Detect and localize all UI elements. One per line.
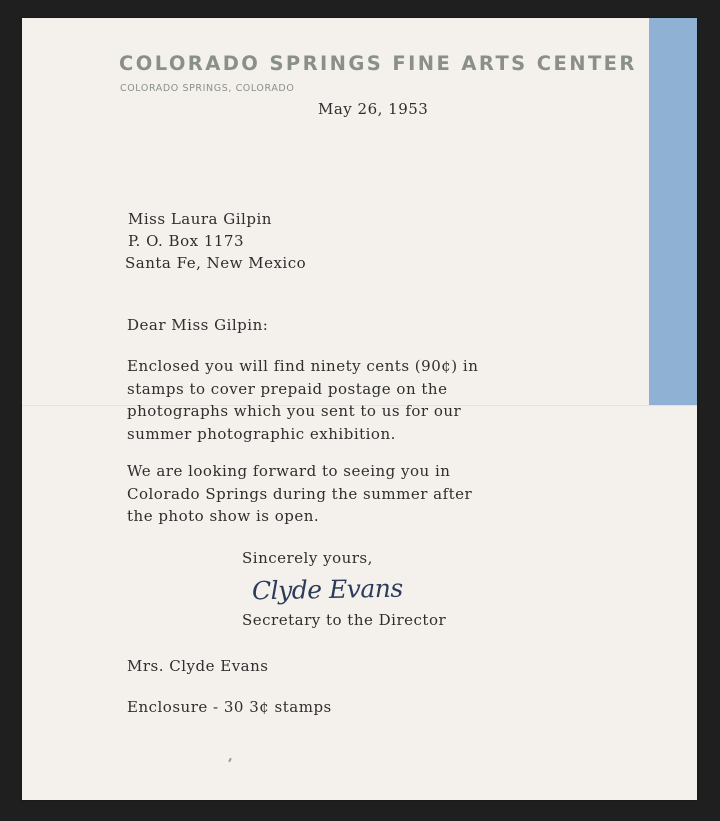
recipient-name: Miss Laura Gilpin xyxy=(128,210,272,228)
letterhead-title: COLORADO SPRINGS FINE ARTS CENTER xyxy=(119,52,637,75)
letter-page xyxy=(22,18,697,800)
signer-name: Mrs. Clyde Evans xyxy=(127,657,269,675)
recipient-address-line-1: P. O. Box 1173 xyxy=(128,232,244,250)
signer-title: Secretary to the Director xyxy=(242,611,447,629)
body-line: Colorado Springs during the summer after xyxy=(127,484,473,503)
enclosure-note: Enclosure - 30 3¢ stamps xyxy=(127,698,332,716)
handwritten-signature: Clyde Evans xyxy=(251,573,403,606)
salutation: Dear Miss Gilpin: xyxy=(127,316,269,334)
body-line: stamps to cover prepaid postage on the xyxy=(127,379,448,398)
body-line: summer photographic exhibition. xyxy=(127,424,396,443)
closing: Sincerely yours, xyxy=(242,549,373,567)
body-line: the photo show is open. xyxy=(127,507,320,525)
body-line: We are looking forward to seeing you in xyxy=(127,462,451,480)
body-line: photographs which you sent to us for our xyxy=(127,402,462,420)
body-paragraph-2 xyxy=(127,460,472,528)
blue-edge-strip xyxy=(649,18,697,405)
letter-date: May 26, 1953 xyxy=(318,100,429,118)
body-line: Enclosed you will find ninety cents (90¢) in xyxy=(127,357,479,375)
recipient-address-line-2: Santa Fe, New Mexico xyxy=(125,254,307,272)
paper-speck xyxy=(228,758,232,762)
letterhead-location: COLORADO SPRINGS, COLORADO xyxy=(120,83,295,94)
body-paragraph-1 xyxy=(127,355,478,445)
